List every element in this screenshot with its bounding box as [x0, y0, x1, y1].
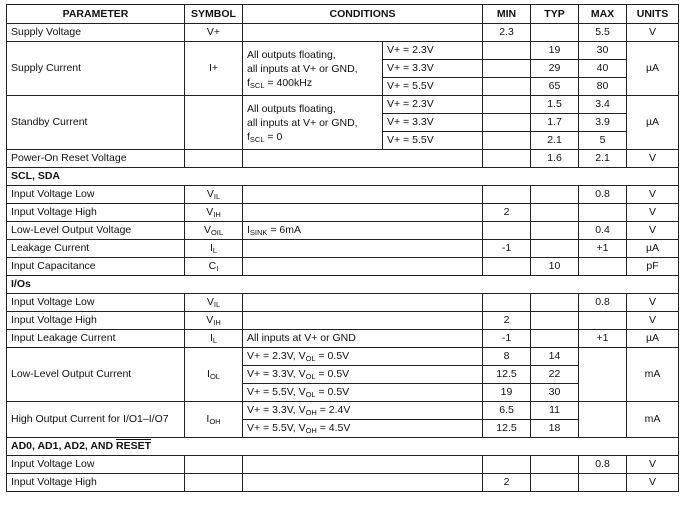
max-cell: 40	[579, 60, 627, 78]
param-cell: Input Capacitance	[7, 258, 185, 276]
section-title-scl-sda: SCL, SDA	[7, 168, 679, 186]
min-cell: 2.3	[483, 24, 531, 42]
max-cell	[579, 474, 627, 492]
param-cell: Input Voltage High	[7, 204, 185, 222]
condition-cell: $I_{SINK} = 6mA$	[243, 222, 483, 240]
symbol-cell: $V_{IH}$	[185, 312, 243, 330]
units-cell: V	[627, 204, 679, 222]
condition-cell	[243, 474, 483, 492]
table-row	[7, 24, 679, 42]
condition-cell: V+ = 2.3V, $V_{OL} = 0.5V$	[243, 348, 483, 366]
header-parameter: PARAMETER	[7, 5, 185, 24]
units-cell: mA	[627, 402, 679, 438]
typ-cell: 29	[531, 60, 579, 78]
max-cell: 5	[579, 132, 627, 150]
typ-cell	[531, 294, 579, 312]
header-min: MIN	[483, 5, 531, 24]
symbol-cell: $I_{OL}$	[185, 348, 243, 402]
min-cell	[483, 294, 531, 312]
units-cell: pF	[627, 258, 679, 276]
symbol-cell	[185, 150, 243, 168]
min-cell	[483, 96, 531, 114]
max-cell	[579, 402, 627, 438]
voltage-condition-cell: V+ = 5.5V	[383, 132, 483, 150]
condition-line: $f_{SCL} = 400kHz$	[247, 76, 313, 90]
table-row	[7, 258, 679, 276]
table-row	[7, 348, 679, 366]
units-cell: V	[627, 312, 679, 330]
condition-cell: V+ = 5.5V, $V_{OH} = 4.5V$	[243, 420, 483, 438]
condition-cell	[243, 258, 483, 276]
max-cell: 80	[579, 78, 627, 96]
header-row	[7, 5, 679, 24]
voltage-condition-cell: V+ = 3.3V	[383, 60, 483, 78]
param-cell: Input Voltage High	[7, 312, 185, 330]
max-cell: 5.5	[579, 24, 627, 42]
min-cell	[483, 222, 531, 240]
param-cell: Low-Level Output Voltage	[7, 222, 185, 240]
symbol-cell: $I_L$	[185, 240, 243, 258]
symbol-cell: $V_{OIL}$	[185, 222, 243, 240]
section-row	[7, 438, 679, 456]
condition-cell	[243, 42, 383, 96]
param-cell: Leakage Current	[7, 240, 185, 258]
units-cell: µA	[627, 330, 679, 348]
condition-cell: V+ = 5.5V, $V_{OL} = 0.5V$	[243, 384, 483, 402]
symbol-cell: $I_L$	[185, 330, 243, 348]
min-cell	[483, 258, 531, 276]
min-cell	[483, 186, 531, 204]
units-cell: V	[627, 186, 679, 204]
min-cell	[483, 114, 531, 132]
typ-cell: 10	[531, 258, 579, 276]
typ-cell: 14	[531, 348, 579, 366]
table-row	[7, 294, 679, 312]
min-cell: -1	[483, 330, 531, 348]
min-cell: 2	[483, 474, 531, 492]
units-cell: mA	[627, 348, 679, 402]
max-cell: +1	[579, 240, 627, 258]
units-cell: V	[627, 24, 679, 42]
min-cell: 8	[483, 348, 531, 366]
min-cell: 19	[483, 384, 531, 402]
units-cell: V	[627, 456, 679, 474]
typ-cell	[531, 204, 579, 222]
units-cell: V	[627, 222, 679, 240]
max-cell: 0.8	[579, 294, 627, 312]
typ-cell: 1.6	[531, 150, 579, 168]
min-cell	[483, 132, 531, 150]
condition-cell: V+ = 3.3V, $V_{OH} = 2.4V$	[243, 402, 483, 420]
electrical-characteristics-table	[6, 4, 679, 492]
units-cell: V	[627, 150, 679, 168]
units-cell: V	[627, 294, 679, 312]
max-cell	[579, 258, 627, 276]
max-cell: 30	[579, 42, 627, 60]
condition-line: All outputs floating,	[247, 102, 336, 115]
param-cell: Standby Current	[7, 96, 185, 150]
header-conditions: CONDITIONS	[243, 5, 483, 24]
param-cell: Power-On Reset Voltage	[7, 150, 185, 168]
voltage-condition-cell: V+ = 2.3V	[383, 42, 483, 60]
typ-cell	[531, 456, 579, 474]
symbol-cell: $V_{IL}$	[185, 294, 243, 312]
min-cell: -1	[483, 240, 531, 258]
param-cell: Input Leakage Current	[7, 330, 185, 348]
condition-cell: V+ = 3.3V, $V_{OL} = 0.5V$	[243, 366, 483, 384]
min-cell: 12.5	[483, 420, 531, 438]
section-title-address-reset: AD0, AD1, AD2, AND RESET	[7, 438, 679, 456]
typ-cell: 65	[531, 78, 579, 96]
section-row	[7, 276, 679, 294]
header-max: MAX	[579, 5, 627, 24]
param-cell: Input Voltage Low	[7, 456, 185, 474]
condition-cell	[243, 456, 483, 474]
header-symbol: SYMBOL	[185, 5, 243, 24]
condition-line: all inputs at V+ or GND,	[247, 116, 358, 129]
symbol-cell	[185, 96, 243, 150]
min-cell	[483, 456, 531, 474]
symbol-cell: $C_I$	[185, 258, 243, 276]
voltage-condition-cell: V+ = 3.3V	[383, 114, 483, 132]
typ-cell: 18	[531, 420, 579, 438]
typ-cell: 22	[531, 366, 579, 384]
condition-cell	[243, 96, 383, 150]
typ-cell: 1.7	[531, 114, 579, 132]
table-row	[7, 456, 679, 474]
max-cell	[579, 312, 627, 330]
min-cell: 2	[483, 204, 531, 222]
param-cell: Low-Level Output Current	[7, 348, 185, 402]
table-row	[7, 150, 679, 168]
symbol-cell: $I_{OH}$	[185, 402, 243, 438]
typ-cell: 11	[531, 402, 579, 420]
voltage-condition-cell: V+ = 2.3V	[383, 96, 483, 114]
param-cell: Input Voltage High	[7, 474, 185, 492]
typ-cell	[531, 186, 579, 204]
max-cell: +1	[579, 330, 627, 348]
min-cell	[483, 150, 531, 168]
max-cell: 2.1	[579, 150, 627, 168]
voltage-condition-cell: V+ = 5.5V	[383, 78, 483, 96]
table-row	[7, 222, 679, 240]
table-row	[7, 42, 679, 60]
typ-cell	[531, 222, 579, 240]
table-row	[7, 330, 679, 348]
max-cell	[579, 204, 627, 222]
header-units: UNITS	[627, 5, 679, 24]
condition-cell	[243, 186, 483, 204]
max-cell: 0.8	[579, 186, 627, 204]
table-row	[7, 402, 679, 420]
symbol-cell: V+	[185, 24, 243, 42]
typ-cell	[531, 330, 579, 348]
min-cell	[483, 78, 531, 96]
condition-cell	[243, 240, 483, 258]
min-cell	[483, 60, 531, 78]
max-cell	[579, 348, 627, 402]
symbol-cell: I+	[185, 42, 243, 96]
param-cell: High Output Current for I/O1–I/O7	[7, 402, 185, 438]
condition-cell	[243, 312, 483, 330]
table-row	[7, 204, 679, 222]
param-cell: Input Voltage Low	[7, 186, 185, 204]
condition-line: All outputs floating,	[247, 48, 336, 61]
max-cell: 3.4	[579, 96, 627, 114]
table-row	[7, 240, 679, 258]
param-cell: Supply Voltage	[7, 24, 185, 42]
units-cell: µA	[627, 96, 679, 150]
max-cell: 0.4	[579, 222, 627, 240]
condition-line: $f_{SCL} = 0$	[247, 130, 283, 144]
typ-cell	[531, 312, 579, 330]
min-cell: 12.5	[483, 366, 531, 384]
condition-line: all inputs at V+ or GND,	[247, 62, 358, 75]
section-title-ios: I/Os	[7, 276, 679, 294]
units-cell: V	[627, 474, 679, 492]
typ-cell: 30	[531, 384, 579, 402]
condition-cell	[243, 294, 483, 312]
symbol-cell	[185, 474, 243, 492]
param-cell: Supply Current	[7, 42, 185, 96]
typ-cell	[531, 240, 579, 258]
condition-cell: All inputs at V+ or GND	[243, 330, 483, 348]
max-cell: 3.9	[579, 114, 627, 132]
condition-cell	[243, 150, 483, 168]
typ-cell	[531, 474, 579, 492]
param-cell: Input Voltage Low	[7, 294, 185, 312]
typ-cell: 2.1	[531, 132, 579, 150]
min-cell: 6.5	[483, 402, 531, 420]
symbol-cell: $V_{IH}$	[185, 204, 243, 222]
symbol-cell: $V_{IL}$	[185, 186, 243, 204]
units-cell: µA	[627, 42, 679, 96]
table-row	[7, 186, 679, 204]
typ-cell	[531, 24, 579, 42]
condition-cell	[243, 24, 483, 42]
header-typ: TYP	[531, 5, 579, 24]
min-cell	[483, 42, 531, 60]
section-row	[7, 168, 679, 186]
table-row	[7, 474, 679, 492]
typ-cell: 19	[531, 42, 579, 60]
typ-cell: 1.5	[531, 96, 579, 114]
units-cell: µA	[627, 240, 679, 258]
symbol-cell	[185, 456, 243, 474]
table-row	[7, 312, 679, 330]
table-row	[7, 96, 679, 114]
min-cell: 2	[483, 312, 531, 330]
condition-cell	[243, 204, 483, 222]
max-cell: 0.8	[579, 456, 627, 474]
